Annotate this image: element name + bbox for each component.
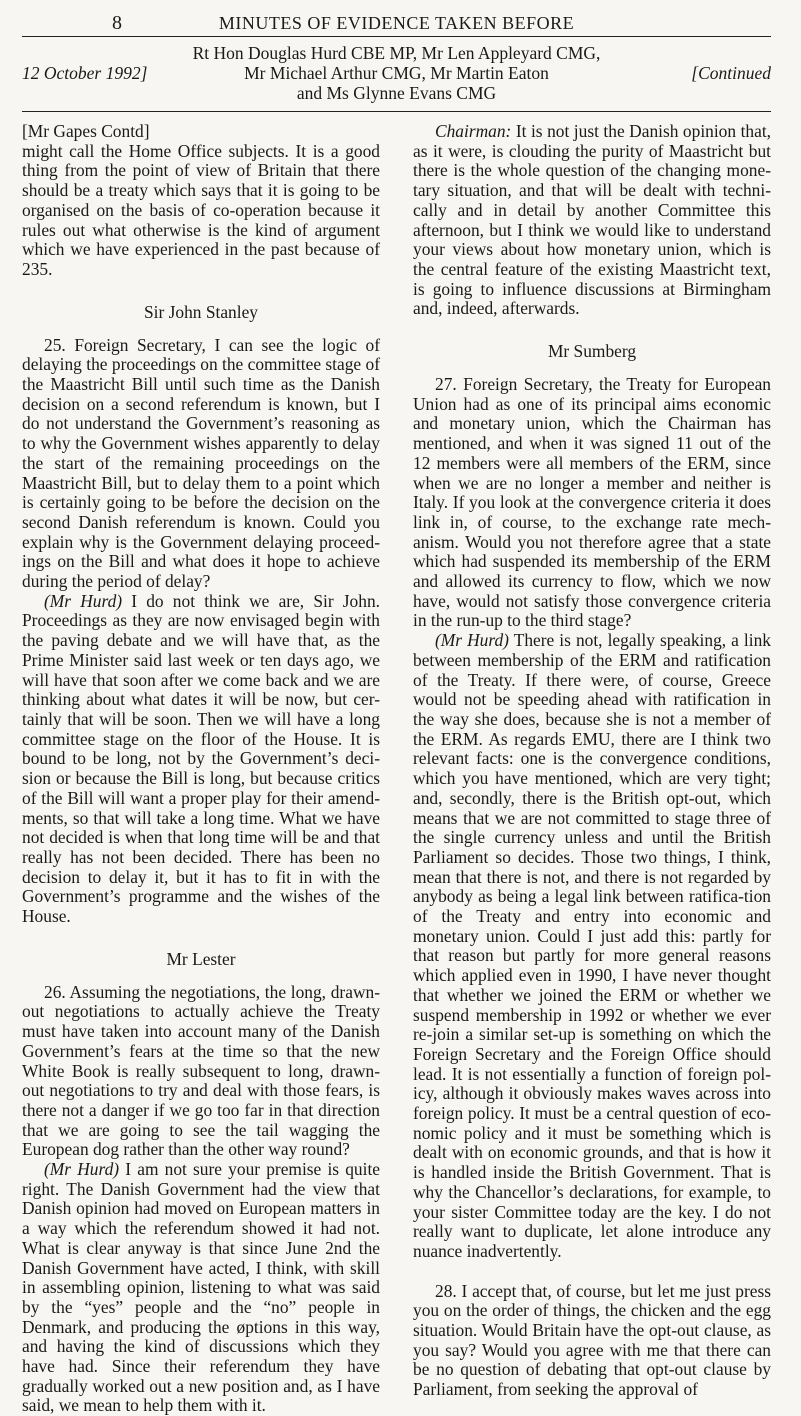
witness-line-2: Mr Michael Arthur CMG, Mr Martin Eaton: [244, 63, 549, 83]
answer-25-text: I do not think we are, Sir John. Proceedings as they are now envisaged begin with the paving debate and we will have that, as the Prime Minister said last week or ten days ago, we will have that soon after we come back and we are thinking about what dates it will be now, but cer-tainly that will be soon. Then we will have a long committee stage on the floor of the House. It is bound to be long, not by the Government’s deci-sion or because the Bill is long, but because critics of the Bill will want a proper play for their amend-ments, so that will take a long time. What we have not decided is when that long time will be and that really has not been decided. There has been no decision to delay it, but it has to fit in with the Government’s programme and the wishes of the House.: [22, 590, 380, 927]
question-25: 25. Foreign Secretary, I can see the logic of delaying the proceedings on the committee stage of the Maastricht Bill until such time as the Danish decision on a second referendum is known, but I do not understand the Government’s reasoning as to why the Government wishes apparently to delay the start of the remaining proceedings on the Maastricht Bill, but to delay them to a point which is certainly going to be before the decision on the second Danish referendum is known. Could you explain why is the Government delaying proceed-ings on the Bill and what does it hope to achieve during the period of delay?: [22, 334, 380, 592]
answer-26-text: I am not sure your premise is quite right. The Danish Government had the view that Danish opinion had moved on European matters in a way which the referendum showed it had not. What is clear anyway is that since June 2nd the Danish Government have acted, I think, with skill in assembling opinion, listening to what was said by the “yes” people and the “no” people in Denmark, and producing the øptions in this way, and having the kind of discussions which they have had. Since their referendum they have gradually worked out a new position and, as I have said, we mean to help them with it.: [22, 1159, 380, 1416]
answer-27-text: There is not, legally speaking, a link between membership of the ERM and ratification of the Treaty. If there were, of course, Greece would not be speeding ahead with ratification in the way she does, because she is not a member of the ERM. As regards EMU, there are I think two relevant facts: one is the convergence conditions, which you have mentioned, which are very tight; and, secondly, there is the British opt-out, which means that we are not committed to stage three of the single currency unless and until the British Parliament so decides. Those two things, I think, mean that there is not, and there is not regarded by anybody as being a legal link between ratifica-tion of the Treaty and entry into economic and monetary union. Could I just add this: partly for that reason but partly for more general reasons which applied even in 1990, I have never thought that whether we joined the ERM or whether we suspend membership in 1992 or whether we ever re-join a similar set-up is something on which the Foreign Secretary and the Foreign Office should lead. It is not essentially a function of foreign pol-icy, although it obviously makes waves across into foreign policy. It must be a central question of eco-nomic policy and it must be something which is dealt with on economic grounds, and that is how it is handled inside the British Government. That is why the Chancellor’s declarations, for example, to your sister Committee today are the key. I do not really want to duplicate, let alone introduce any nuance inadvertently.: [413, 630, 771, 1261]
chairman-speaker: Chairman:: [435, 121, 512, 141]
question-26: 26. Assuming the negotiations, the long, drawn-out negotiations to actually achieve the Treaty must have taken into account many of the Danish Government’s fears at the time so that the new White Book is really subsequent to long, drawn-out negotiations to try and deal with those fears, is there not a danger if we go too far in that direction that we are going to see the tail wagging the European dog rather than the other way round?: [22, 981, 380, 1160]
continued-label: [Continued: [691, 63, 771, 83]
answer-26-speaker: (Mr Hurd): [44, 1159, 120, 1180]
witness-line-1: Rt Hon Douglas Hurd CBE MP, Mr Len Appleyard CMG,: [192, 43, 601, 63]
continued-speaker: [Mr Gapes Contd]: [22, 121, 150, 141]
answer-27-speaker: (Mr Hurd): [435, 630, 509, 651]
question-27: 27. Foreign Secretary, the Treaty for European Union had as one of its principal aims economic and monetary union, which the Chairman has mentioned, and when it was signed 11 out of the 12 members were all members of the ERM, since when we are no longer a member and neither is Italy. If you look at the convergence criteria it does link in, of course, to the exchange rate mech-anism. Would you not therefore agree that a state which had suspended its membership of the ERM and allowed its currency to flow, which we now have, would not satisfy those convergence criteria in the run-up to the third stage?: [413, 374, 771, 631]
answer-26: [22, 1160, 380, 1416]
speaker-heading-lester: Mr Lester: [166, 948, 236, 969]
speaker-heading-sumberg: Mr Sumberg: [547, 341, 637, 362]
speaker-heading-stanley: Sir John Stanley: [143, 301, 258, 322]
answer-25-speaker: (Mr Hurd): [44, 590, 123, 611]
answer-27: [413, 631, 771, 1262]
running-title: MINUTES OF EVIDENCE TAKEN BEFORE: [218, 13, 575, 33]
chairman-remark: [413, 122, 771, 319]
paragraph-continued: might call the Home Office subjects. It is a good thing from the point of view of Britain that there should be a treaty which says that it is going to be organised on the basis of co-operation because it rules out what otherwise is the kind of argument which we have experienced in the past because of 235.: [22, 140, 380, 279]
witness-rule: [22, 111, 771, 112]
answer-25: [22, 592, 380, 927]
right-column: [413, 122, 771, 1416]
page-header: [22, 12, 771, 34]
witness-block: [22, 43, 771, 103]
question-28: 28. I accept that, of course, but let me just press you on the order of things, the chicken and the egg situation. Would Britain have the opt-out clause, as you say? Would you agree with me that there can be no question of debating that opt-out clause by Parliament, from seeking the approval of: [413, 1280, 771, 1400]
page-number: 8: [112, 12, 122, 34]
session-date: 12 October 1992]: [22, 63, 148, 83]
header-rule: [22, 36, 771, 37]
text-columns: [22, 122, 771, 1416]
witness-line-3: and Ms Glynne Evans CMG: [296, 83, 497, 103]
left-column: [22, 122, 380, 1416]
chairman-text: It is not just the Danish opinion that, as it were, is clouding the purity of Maastricht but there is the whole question of the changing mone-tary situation, and that will be dealt with techni-cally and in detail by another Committee this afternoon, but I think we would like to understand your views about how monetary union, which is the central feature of the existing Maastricht text, is going to influence discussions at Birmingham and, indeed, afterwards.: [413, 121, 771, 319]
